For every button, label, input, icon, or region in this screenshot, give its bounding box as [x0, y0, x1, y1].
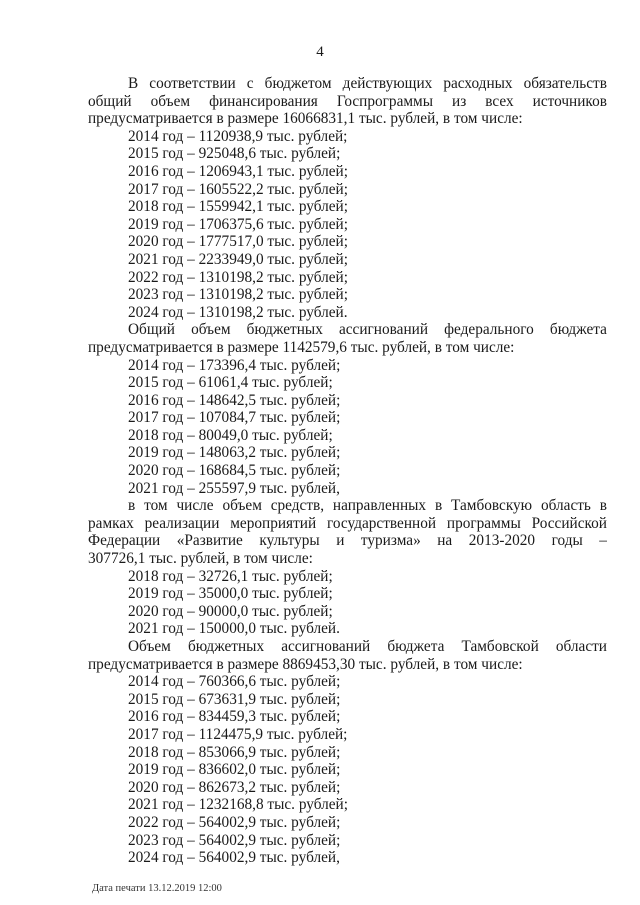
paragraph-total-line-2 [88, 93, 607, 111]
list-tambov-transfer-by-year [88, 568, 607, 638]
word: расходных [443, 75, 513, 92]
word: бюджетных [246, 321, 323, 339]
list-item: 2015 год – 61061,4 тыс. рублей; [128, 374, 333, 392]
list-item: 2024 год – 1310198,2 тыс. рублей. [128, 303, 348, 321]
word: обязательств [523, 75, 607, 92]
word: и [336, 532, 345, 550]
list-item: 2015 год – 925048,6 тыс. рублей; [128, 145, 341, 163]
list-item: 2017 год – 1605522,2 тыс. рублей; [128, 180, 348, 198]
word: туризма» [360, 532, 421, 550]
word: области [555, 638, 607, 655]
list-item: 2018 год – 80049,0 тыс. рублей; [128, 426, 333, 444]
word: Тамбовской [461, 638, 539, 655]
list-item: 2014 год – 1120938,9 тыс. рублей; [128, 127, 348, 145]
print-date-footer: Дата печати 13.12.2019 12:00 [92, 883, 222, 894]
list-item: 2019 год – 35000,0 тыс. рублей; [128, 585, 333, 603]
word: «Развитие [176, 532, 243, 550]
word: действующих [342, 75, 433, 92]
word: общий [88, 92, 132, 110]
list-item: 2020 год – 1777517,0 тыс. рублей; [128, 233, 348, 251]
list-item: 2021 год – 150000,0 тыс. рублей. [128, 620, 340, 638]
list-item: 2015 год – 673631,9 тыс. рублей; [128, 690, 341, 708]
list-item: 2020 год – 168684,5 тыс. рублей; [128, 462, 341, 480]
list-item: 2014 год – 173396,4 тыс. рублей; [128, 356, 341, 374]
word: с [246, 75, 254, 92]
word: бюджета [549, 321, 607, 339]
list-item: 2016 год – 834459,3 тыс. рублей; [128, 708, 341, 726]
word: годы [551, 532, 583, 550]
list-item: 2021 год – 2233949,0 тыс. рублей; [128, 250, 348, 268]
word: ассигнований [338, 321, 429, 339]
list-total-by-year [88, 128, 607, 322]
page-number: 4 [316, 44, 324, 60]
word: бюджета [387, 638, 445, 655]
word: Объем [128, 638, 171, 655]
word: объем [150, 92, 191, 110]
list-item: 2014 год – 760366,6 тыс. рублей; [128, 673, 341, 691]
word: бюджетом [264, 75, 332, 92]
list-item: 2020 год – 90000,0 тыс. рублей; [128, 602, 333, 620]
list-item: 2021 год – 1232168,8 тыс. рублей; [128, 796, 348, 814]
paragraph-tambov-transfer-line-4: 307726,1 тыс. рублей, в том числе: [88, 550, 313, 568]
paragraph-federal-line-2: предусматривается в размере 1142579,6 тыс. рублей, в том числе: [88, 338, 515, 356]
word: федерального [444, 321, 534, 339]
list-item: 2017 год – 107084,7 тыс. рублей; [128, 409, 341, 427]
word: – [599, 532, 607, 550]
list-item: 2021 год – 255597,9 тыс. рублей, [128, 479, 340, 497]
list-item: 2019 год – 836602,0 тыс. рублей; [128, 761, 341, 779]
list-item: 2024 год – 564002,9 тыс. рублей, [128, 849, 340, 867]
paragraph-federal-line-1 [88, 321, 607, 339]
document-body [88, 75, 607, 867]
word: Общий [128, 321, 175, 339]
list-item: 2023 год – 564002,9 тыс. рублей; [128, 831, 341, 849]
list-item: 2016 год – 148642,5 тыс. рублей; [128, 391, 341, 409]
word: соответствии [149, 75, 236, 92]
word: бюджетных [187, 638, 265, 655]
list-item: 2022 год – 564002,9 тыс. рублей; [128, 813, 341, 831]
paragraph-total-line-3: предусматривается в размере 16066831,1 тыс. рублей, в том числе: [88, 110, 523, 128]
word: ассигнований [281, 638, 371, 655]
list-item: 2018 год – 32726,1 тыс. рублей; [128, 567, 333, 585]
list-item: 2022 год – 1310198,2 тыс. рублей; [128, 268, 348, 286]
list-federal-by-year [88, 357, 607, 498]
list-item: 2019 год – 148063,2 тыс. рублей; [128, 444, 341, 462]
word: на [437, 532, 453, 550]
word: объем [191, 321, 231, 339]
paragraph-regional-line-2: предусматривается в размере 8869453,30 тыс. рублей, в том числе: [88, 655, 523, 673]
word: всех [485, 92, 514, 110]
paragraph-tambov-transfer-line-1: в том числе объем средств, направленных в Тамбовскую область в [128, 497, 607, 515]
paragraph-total-line-1 [88, 75, 607, 93]
list-item: 2018 год – 1559942,1 тыс. рублей; [128, 198, 348, 216]
word: В [128, 75, 139, 92]
word: Федерации [88, 532, 161, 550]
word: финансирования [209, 92, 318, 110]
paragraph-regional-line-1 [88, 638, 607, 656]
list-item: 2019 год – 1706375,6 тыс. рублей; [128, 215, 348, 233]
list-item: 2018 год – 853066,9 тыс. рублей; [128, 743, 341, 761]
word: 2013-2020 [468, 532, 536, 550]
word: культуры [259, 532, 320, 550]
word: из [452, 92, 467, 110]
paragraph-tambov-transfer-line-2: рамках реализации мероприятий государственной программы Российской [88, 514, 607, 532]
list-item: 2016 год – 1206943,1 тыс. рублей; [128, 162, 348, 180]
list-regional-by-year [88, 673, 607, 867]
paragraph-tambov-transfer-line-3 [88, 532, 607, 550]
list-item: 2023 год – 1310198,2 тыс. рублей; [128, 286, 348, 304]
word: Госпрограммы [336, 92, 433, 110]
list-item: 2017 год – 1124475,9 тыс. рублей; [128, 725, 348, 743]
word: источников [532, 92, 607, 110]
list-item: 2020 год – 862673,2 тыс. рублей; [128, 778, 341, 796]
